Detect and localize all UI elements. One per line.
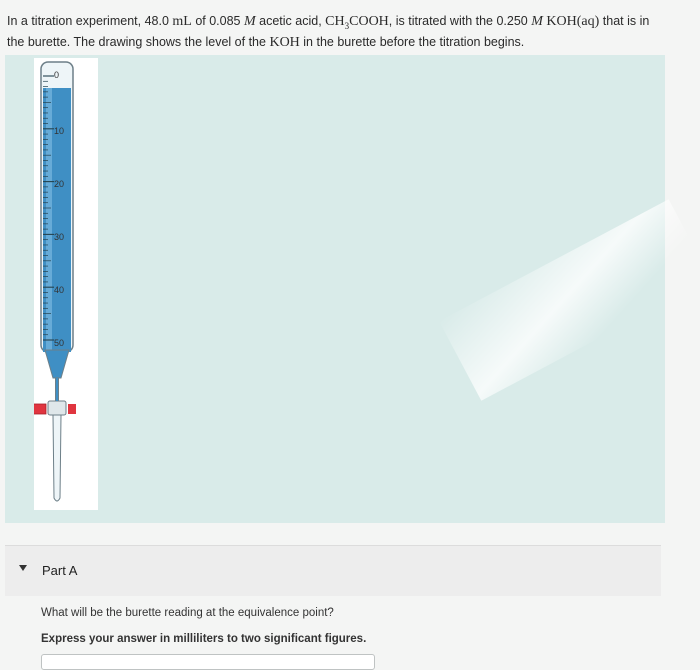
problem-text: In a titration experiment, 48.0 — [7, 14, 169, 28]
part-a-label: Part A — [42, 563, 78, 578]
stopcock-handle-left — [34, 404, 46, 414]
scale-label-10: 10 — [54, 126, 65, 136]
figure-panel — [5, 55, 665, 523]
problem-text: the burette. The drawing shows the level of the — [7, 34, 266, 49]
problem-text: in the burette before the titration begins. — [303, 34, 525, 49]
unit-molar: M — [244, 14, 256, 29]
caret-down-icon[interactable] — [19, 565, 27, 571]
problem-statement — [7, 13, 687, 51]
burette-drawing — [34, 58, 98, 510]
stopcock-body — [48, 401, 66, 415]
koh-formula: KOH — [269, 34, 300, 50]
scale-label-0: 0 — [54, 70, 60, 80]
burette-tip — [53, 415, 61, 501]
problem-text: , is titrated with the 0.250 — [388, 14, 528, 28]
koh-formula: KOH(aq) — [546, 14, 600, 29]
scale-label-20: 20 — [54, 179, 65, 189]
burette-liquid-highlight — [46, 88, 52, 352]
problem-text: that is in — [602, 14, 650, 28]
scale-label-50: 50 — [54, 338, 65, 348]
burette-figure — [34, 58, 98, 510]
unit-molar: M — [531, 14, 543, 29]
scale-label-40: 40 — [54, 285, 65, 295]
burette-taper — [45, 350, 69, 378]
acetic-acid-formula: $CH_3COOH$ — [325, 14, 389, 31]
instruction-text: Express your answer in milliliters to two significant figures. — [41, 633, 367, 645]
problem-text: acetic acid, — [259, 14, 322, 28]
scale-label-30: 30 — [54, 232, 65, 242]
stopcock-key — [68, 404, 76, 414]
part-a-header[interactable] — [5, 545, 661, 596]
answer-input[interactable] — [41, 654, 375, 670]
problem-text: of 0.085 — [195, 14, 241, 28]
screen-glare — [439, 199, 700, 401]
question-text: What will be the burette reading at the equivalence point? — [41, 607, 334, 619]
unit-ml: mL — [172, 14, 192, 29]
